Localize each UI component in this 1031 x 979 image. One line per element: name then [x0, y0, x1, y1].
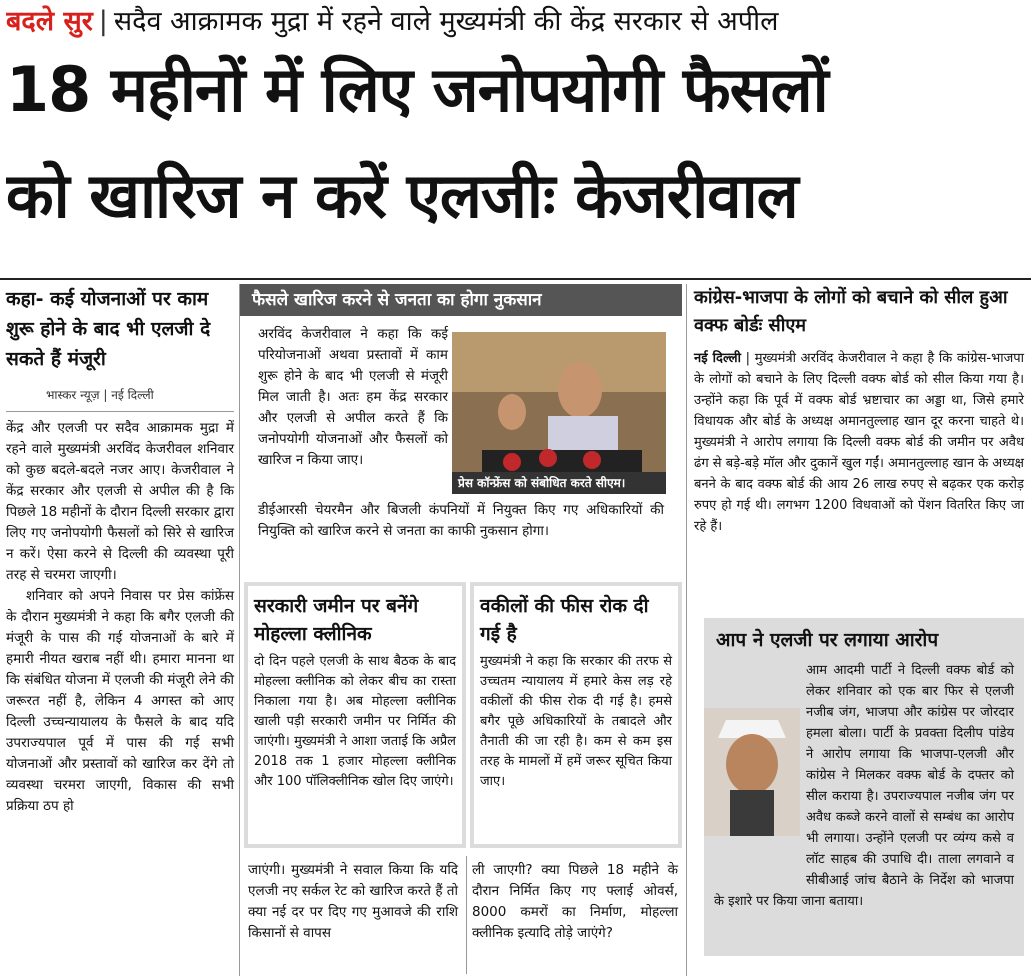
right-subhead: कांग्रेस-भाजपा के लोगों को बचाने को सील हुआ वक्फ बोर्डः सीएम	[694, 287, 1008, 336]
kicker	[6, 2, 1026, 42]
kicker-divider: |	[98, 6, 108, 37]
right-column	[694, 284, 1024, 537]
column-rule-bottom	[466, 856, 467, 974]
clinic-title: सरकारी जमीन पर बनेंगे मोहल्ला क्लीनिक	[254, 595, 419, 645]
clinic-text: दो दिन पहले एलजी के साथ बैठक के बाद मोहल्ला क्लीनिक को लेकर बीच का रास्ता निकाला गया है। अब मोहल्ला क्लीनिक खाली पड़ी सरकारी जमीन पर निर्मित की जाएंगी। मुख्यमंत्री ने आशा जताई कि अप्रैल 2018 तक 1 हजार मोहल्ला क्लीनिक और 100 पॉलिक्लीनिक खोल दिए जाएंगे।	[254, 654, 456, 789]
clinic-panel	[244, 582, 466, 848]
aap-text	[714, 660, 1014, 912]
left-divider	[6, 411, 234, 412]
right-story: नई दिल्ली | मुख्यमंत्री अरविंद केजरीवाल ने कहा है कि कांग्रेस-भाजपा के लोगों को बचाने के लिए दिल्ली वक्फ बोर्ड को सील किया गया है। उन्होंने कहा कि पूर्व में वक्फ बोर्ड भ्रष्टाचार का अड्डा था, जिसे हमारे विधायक और बोर्ड के अध्यक्ष अमानतुल्लाह खान दूर करना चाहते थे। मुख्यमंत्री ने आरोप लगाया कि दिल्ली वक्फ बोर्ड की जमीन पर अवैध ढंग से बड़े-बड़े मॉल और दुकानें खुल गईं। अमानतुल्लाह खान के अध्यक्ष बनने के बाद वक्फ बोर्ड की आय 26 लाख रुपए से बढ़कर एक करोड़ रुपए हो गई थी। लगभग 1200 विधवाओं को पेंशन वितरित किए जा रहे हैं।	[694, 351, 1024, 534]
clinic-panel-inner	[248, 586, 462, 844]
left-para-2: शनिवार को अपने निवास पर प्रेस कांफ्रेंस के दौरान मुख्यमंत्री ने कहा कि बगैर एलजी की मंजूरी के पास की गई योजनाओं के बारे में हमारी नीयत खराब नहीं थी। हमारा मानना था कि संबंधित योजना में एलजी की मंजूरी लेने की जरूरत नहीं है, लेकिन 4 अगस्त को आए दिल्ली उच्चन्यायालय के फैसले के बाद यदि उपराज्यपाल पूर्व में पास की गई सभी योजनाओं और प्रस्तावों को खारिज कर देंगे तो व्यवस्था चरमरा जाएगी, विकास की सभी प्रक्रिया ठप हो	[6, 588, 234, 814]
left-byline: भास्कर न्यूज़ | नई दिल्ली	[46, 388, 154, 402]
right-text: मुख्यमंत्री अरविंद केजरीवाल ने कहा है कि कांग्रेस-भाजपा के लोगों को बचाने के लिए दिल्ली वक्फ बोर्ड को सील किया गया है। उन्होंने कहा कि पूर्व में वक्फ बोर्ड भ्रष्टाचार का अड्डा था, जिसे हमारे विधायक और बोर्ड के अध्यक्ष अमानतुल्लाह खान दूर करना चाहते थे। मुख्यमंत्री ने आरोप लगाया कि दिल्ली वक्फ बोर्ड की जमीन पर अवैध ढंग से बड़े-बड़े मॉल और दुकानें खुल गईं। अमानतुल्लाह खान के अध्यक्ष बनने के बाद वक्फ बोर्ड की आय 26 लाख रुपए से बढ़कर एक करोड़ रुपए हो गई थी। लगभग 1200 विधवाओं को पेंशन वितरित किए जा रहे हैं।	[694, 351, 1024, 534]
left-subhead: कहा- कई योजनाओं पर काम शुरू होने के बाद भी एलजी दे सकते हैं मंजूरी	[6, 288, 211, 370]
bottom-col-2: ली जाएगी? क्या पिछले 18 महीने के दौरान निर्मित किए गए फ्लाई ओवर्स, 8000 कमरों का निर्माण, मोहल्ला क्लीनिक इत्यादि तोड़े जाएंगे?	[472, 862, 678, 941]
kicker-text: सदैव आक्रामक मुद्रा में रहने वाले मुख्यमंत्री की केंद्र सरकार से अपील	[113, 6, 779, 37]
center-box-title: फैसले खारिज करने से जनता का होगा नुकसान	[240, 284, 682, 316]
column-rule-right	[686, 284, 687, 976]
center-box	[240, 284, 682, 582]
aap-title: आप ने एलजी पर लगाया आरोप	[716, 629, 939, 651]
kicker-tag: बदले सुर	[6, 6, 93, 37]
lawyers-panel-inner	[474, 586, 678, 844]
aap-text-body: आम आदमी पार्टी ने दिल्ली वक्फ बोर्ड को लेकर शनिवार को एक बार फिर से एलजी नजीब जंग, भाजपा और कांग्रेस पर जोरदार हमला बोला। पार्टी के प्रवक्ता दिलीप पांडेय ने आरोप लगाया कि भाजपा-एलजी और कांग्रेस ने मिलकर वक्फ बोर्ड के दफ्तर को सील कराया है। उपराज्यपाल नजीब जंग पर अवैध कब्जे करने वालों से सम्बंध का आरोप भी लगाया। उन्होंने एलजी पर व्यंग्य कसे व लॉट साहब की उपाधि दी। ताला लगवाने व सीबीआई जांच बैठाने के निर्देश को भाजपा के इशारे पर किया जाना बताया।	[714, 663, 1014, 909]
lawyers-title: वकीलों की फीस रोक दी गई है	[480, 595, 649, 645]
right-dateline: नई दिल्ली	[694, 351, 741, 366]
headline-line-1: 18 महीनों में लिए जनोपयोगी फैसलों	[6, 53, 828, 126]
lawyers-panel	[470, 582, 682, 848]
headline-rule	[0, 278, 1031, 280]
left-para-1: केंद्र और एलजी पर सदैव आक्रामक मुद्रा में रहने वाले मुख्यमंत्री अरविंद केजरीवल शनिवार को कुछ बदले-बदले नजर आए। केजरीवाल ने केंद्र सरकार और एलजी से अपील की है कि पिछले 18 महीनों के दौरान दिल्ली सरकार द्वारा लिए गए जनोपयोगी फैसलों को सिरे से खारिज न करें। ऐसा करने से दिल्ली की व्यवस्था पूरी तरह से चरमरा जाएगी।	[6, 420, 234, 583]
headline-line-2: को खारिज न करें एलजीः केजरीवाल	[6, 159, 798, 232]
center-box-quote: अरविंद केजरीवाल ने कहा कि कई परियोजनाओं अथवा प्रस्तावों में काम शुरू होने के बाद भी एलजी से मंजूरी मिल जाती है। अतः हम केंद्र सरकार और एलजी से अपील करते हैं कि जनोपयोगी योजनाओं और फैसलों को खारिज न किया जाए।	[258, 326, 448, 468]
aap-box	[704, 618, 1024, 956]
press-conference-photo	[452, 332, 666, 494]
aap-photo-spacer	[704, 708, 800, 886]
photo-caption: प्रेस कॉन्फ्रेंस को संबोधित करते सीएम।	[452, 472, 666, 494]
center-box-tail: डीईआरसी चेयरमैन और बिजली कंपनियों में नियुक्त किए गए अधिकारियों की नियुक्ति को खारिज करने से जनता का काफी नुकसान होगा।	[258, 502, 664, 539]
lawyers-text: मुख्यमंत्री ने कहा कि सरकार की तरफ से उच्चतम न्यायालय में हमारे केस लड़ रहे वकीलों की फीस रोक दी गई है। हमसे बगैर पूछे अधिकारियों के तबादले और तैनाती की जा रही है। कम से कम इस तरह के मामलों में हमें जरूर सूचित किया जाए।	[480, 654, 672, 789]
bottom-col-1: जाएंगी। मुख्यमंत्री ने सवाल किया कि यदि एलजी नए सर्कल रेट को खारिज करते हैं तो क्या नई दर पर दिए गए मुआवजे की राशि किसानों से वापस	[248, 862, 458, 941]
press-conference-image	[452, 332, 666, 494]
left-column	[6, 284, 234, 817]
